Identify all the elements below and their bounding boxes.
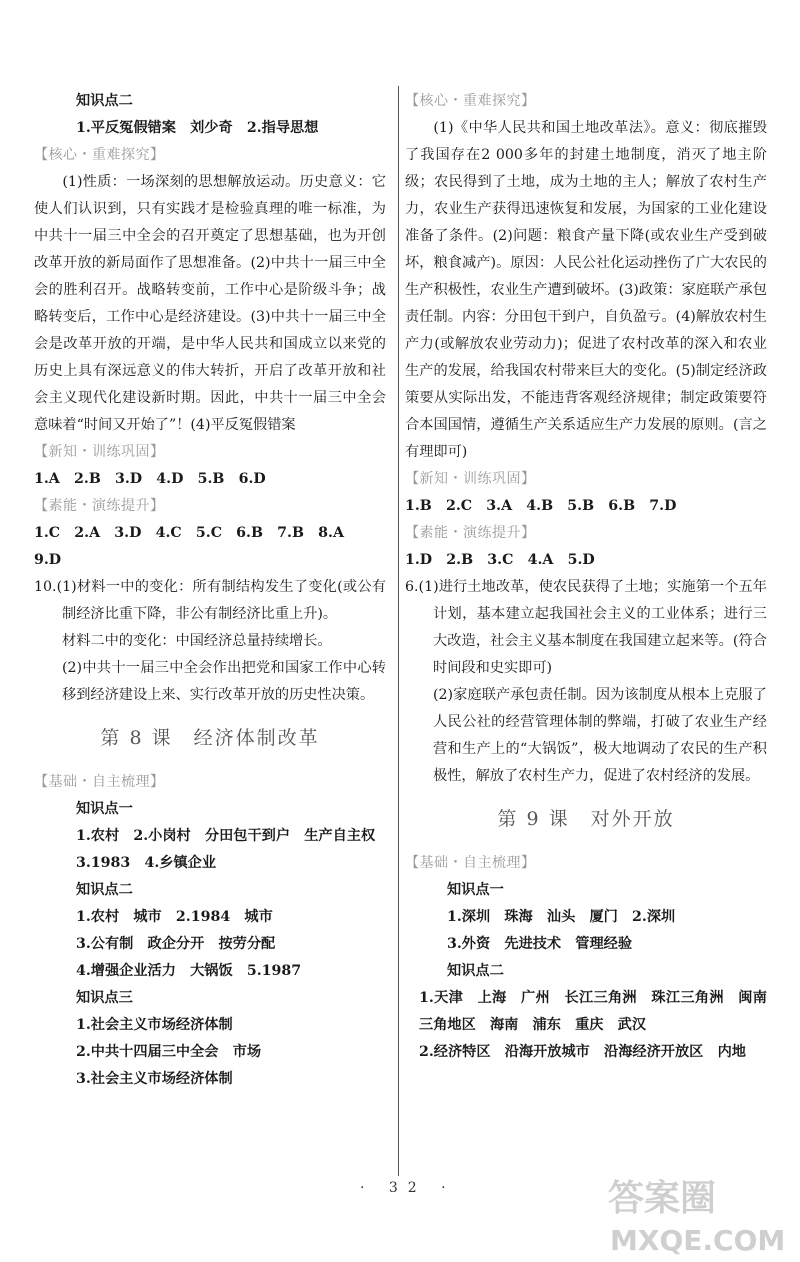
knowledge-point-1-title: 知识点一 — [76, 801, 133, 817]
knowledge-point-3-title: 知识点三 — [76, 990, 133, 1006]
core-paragraph-right: (1)《中华人民共和国土地改革法》。意义：彻底摧毁了我国存在2 000多年的封建土地制度，消灭了地主阶级；农民得到了土地，成为土地的主人；解放了农村生产力，农业生产获得迅速恢复和发展，为国家的工业化建设准备了条件。(2)问题：粮食产量下降(或农业生产受到破坏，粮食减产)。原因：人民公社化运动挫伤了广大农民的生产积极性，农业生产遭到破坏。(3)政策：家庭联产承包责任制。内容：分田包干到户，自负盈亏。(4)解放农村生产力(或解放农业劳动力)；促进了农村改革的深入和农业生产的发展，给我国农村带来巨大的变化。(5)制定经济政策要从实际出发，不能违背客观经济规律；制定政策要符合本国国情，遵循生产关系适应生产力发展的原则。(言之有理即可) — [405, 120, 767, 460]
kp3-line-3: 3.社会主义市场经济体制 — [76, 1071, 233, 1087]
suneng-answers: 1.C 2.A 3.D 4.C 5.C 6.B 7.B 8.A — [34, 525, 344, 541]
question-6-part-2: (2)家庭联产承包责任制。因为该制度从根本上克服了人民公社的经营管理体制的弊端，打破了农业生产经营和生产上的“大锅饭”，极大地调动了农民的生产积极性，解放了农村生产力，促进了农村经济的发展。 — [433, 687, 767, 784]
kp2b-line-1: 1.农村 城市 2.1984 城市 — [76, 909, 273, 925]
kp2b-line-2: 3.公有制 政企分开 按劳分配 — [76, 936, 276, 952]
section-label-core: 【核心・重难探究】 — [34, 147, 165, 163]
watermark-top-text: 答案圈 — [608, 1178, 717, 1219]
section-label-jichu: 【基础・自主梳理】 — [34, 774, 165, 790]
watermark-bottom-text: MXQE.COM — [610, 1224, 786, 1257]
section-label-jichu-right: 【基础・自主梳理】 — [405, 855, 536, 871]
question-10-part-1: 10.(1)材料一中的变化：所有制结构发生了变化(或公有制经济比重下降，非公有制经济比重上升)。 — [34, 579, 386, 622]
knowledge-point-2-title: 知识点二 — [76, 93, 133, 109]
left-column — [34, 88, 386, 1093]
kp1-right-line-2: 3.外资 先进技术 管理经验 — [447, 936, 633, 952]
xinzhi-answers-right: 1.B 2.C 3.A 4.B 5.B 6.B 7.D — [405, 498, 677, 514]
watermark-logo — [600, 1170, 790, 1258]
kp1-line-1: 1.农村 2.小岗村 分田包干到户 生产自主权 — [76, 828, 376, 844]
right-column — [405, 88, 767, 1066]
lesson-8-title: 第 8 课 经济体制改革 — [100, 727, 320, 749]
kp2-right-line-2: 2.经济特区 沿海开放城市 沿海经济开放区 内地 — [419, 1044, 746, 1060]
knowledge-point-2-title-right: 知识点二 — [447, 963, 504, 979]
knowledge-point-1-title-right: 知识点一 — [447, 882, 504, 898]
section-label-xinzhi-right: 【新知・训练巩固】 — [405, 471, 536, 487]
question-10-part-1b: 材料二中的变化：中国经济总量持续增长。 — [62, 633, 332, 649]
knowledge-point-2-line: 1.平反冤假错案 刘少奇 2.指导思想 — [76, 120, 319, 136]
suneng-answers-2: 9.D — [34, 552, 62, 568]
kp3-line-2: 2.中共十四届三中全会 市场 — [76, 1044, 262, 1060]
section-label-suneng-right: 【素能・演练提升】 — [405, 525, 536, 541]
section-label-suneng: 【素能・演练提升】 — [34, 498, 165, 514]
question-6-part-1: 6.(1)进行土地改革，使农民获得了土地；实施第一个五年计划，基本建立起我国社会主义的工业体系；进行三大改造，社会主义基本制度在我国建立起来等。(符合时间段和史实即可) — [405, 579, 767, 676]
lesson-9-title: 第 9 课 对外开放 — [497, 808, 675, 830]
core-paragraph: (1)性质：一场深刻的思想解放运动。历史意义：它使人们认识到，只有实践才是检验真理的唯一标准，为中共十一届三中全会的召开奠定了思想基础，也为开创改革开放的新局面作了思想准备。(2)中共十一届三中全会的胜利召开。战略转变前，工作中心是阶级斗争；战略转变后，工作中心是经济建设。(3)中共十一届三中全会是改革开放的开端，是中华人民共和国成立以来党的历史上具有深远意义的伟大转折，开启了改革开放和社会主义现代化建设新时期。因此，中共十一届三中全会意味着“时间又开始了”！(4)平反冤假错案 — [34, 174, 386, 433]
kp1-right-line-1: 1.深圳 珠海 汕头 厦门 2.深圳 — [447, 909, 676, 925]
section-label-xinzhi: 【新知・训练巩固】 — [34, 444, 165, 460]
kp2b-line-3: 4.增强企业活力 大锅饭 5.1987 — [76, 963, 302, 979]
page-number: · 32 · — [360, 1180, 456, 1196]
kp3-line-1: 1.社会主义市场经济体制 — [76, 1017, 233, 1033]
kp1-line-2: 3.1983 4.乡镇企业 — [76, 855, 217, 871]
section-label-core-right: 【核心・重难探究】 — [405, 93, 536, 109]
kp2-right-line-1: 1.天津 上海 广州 长江三角洲 珠江三角洲 闽南三角地区 海南 浦东 重庆 武汉 — [419, 990, 767, 1033]
suneng-answers-right: 1.D 2.B 3.C 4.A 5.D — [405, 552, 595, 568]
column-divider — [398, 86, 399, 1176]
xinzhi-answers: 1.A 2.B 3.D 4.D 5.B 6.D — [34, 471, 266, 487]
question-10-part-2: (2)中共十一届三中全会作出把党和国家工作中心转移到经济建设上来、实行改革开放的历史性决策。 — [62, 660, 386, 703]
knowledge-point-2b-title: 知识点二 — [76, 882, 133, 898]
